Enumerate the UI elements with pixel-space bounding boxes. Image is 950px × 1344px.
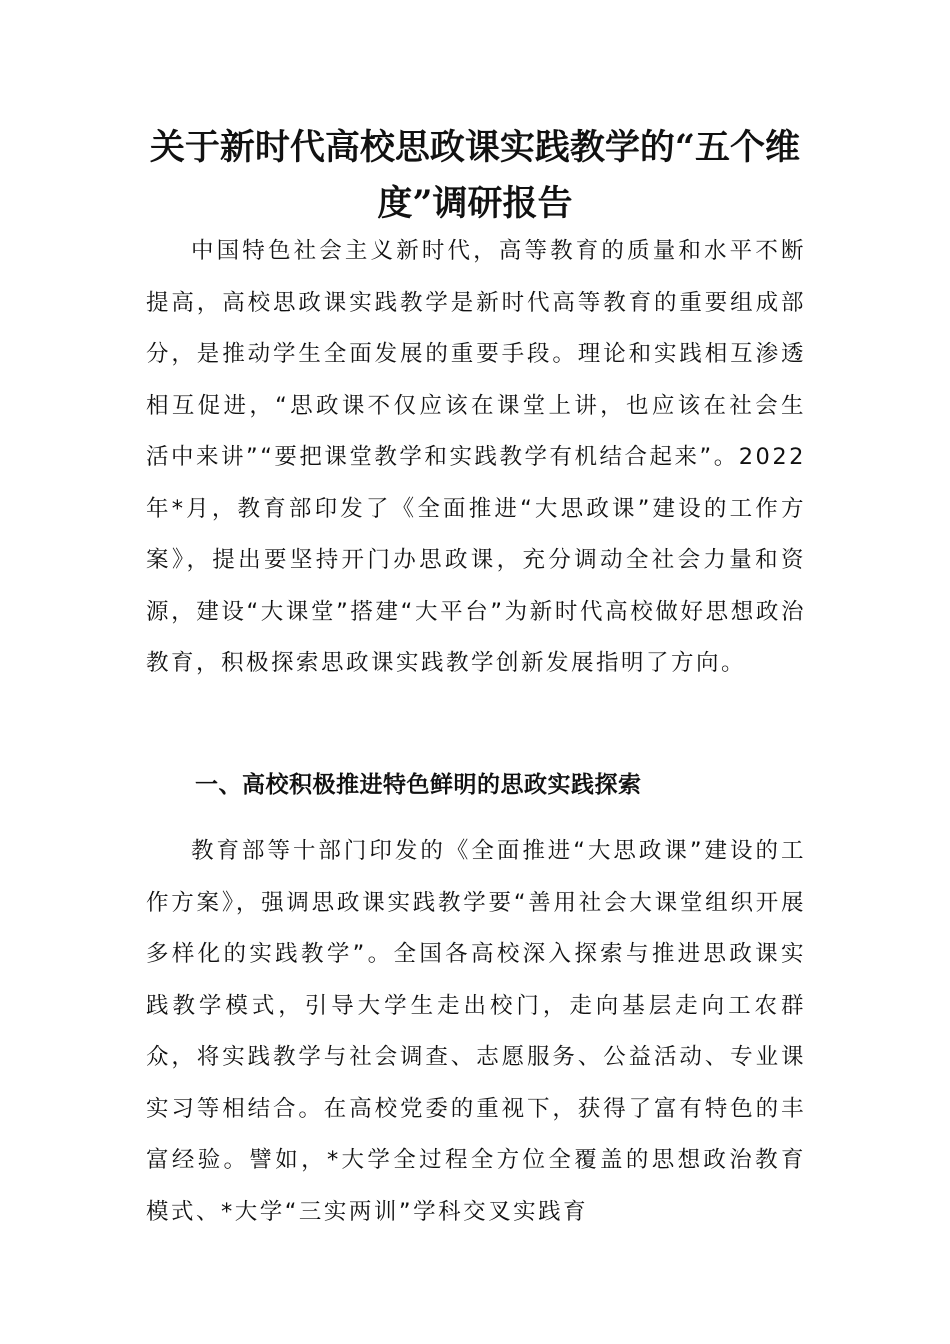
- section-heading: 一、高校积极推进特色鲜明的思政实践探索: [195, 772, 642, 798]
- intro-paragraph: 中国特色社会主义新时代，高等教育的质量和水平不断提高，高校思政课实践教学是新时代高等教育的重要组成部分，是推动学生全面发展的重要手段。理论和实践相互渗透相互促进，“思政课不仅应该在课堂上讲，也应该在社会生活中来讲”“要把课堂教学和实践教学有机结合起来”。2022年*月，教育部印发了《全面推进“大思政课”建设的工作方案》，提出要坚持开门办思政课，充分调动全社会力量和资源，建设“大课堂”搭建“大平台”为新时代高校做好思想政治教育，积极探索思政课实践教学创新发展指明了方向。: [146, 238, 806, 676]
- document-title: 关于新时代高校思政课实践教学的“五个维度”调研报告: [149, 127, 801, 224]
- section-paragraph: 教育部等十部门印发的《全面推进“大思政课”建设的工作方案》，强调思政课实践教学要“善用社会大课堂组织开展多样化的实践教学”。全国各高校深入探索与推进思政课实践教学模式，引导大学生走出校门，走向基层走向工农群众，将实践教学与社会调查、志愿服务、公益活动、专业课实习等相结合。在高校党委的重视下，获得了富有特色的丰富经验。譬如，*大学全过程全方位全覆盖的思想政治教育模式、*大学“三实两训”学科交叉实践育: [146, 838, 806, 1225]
